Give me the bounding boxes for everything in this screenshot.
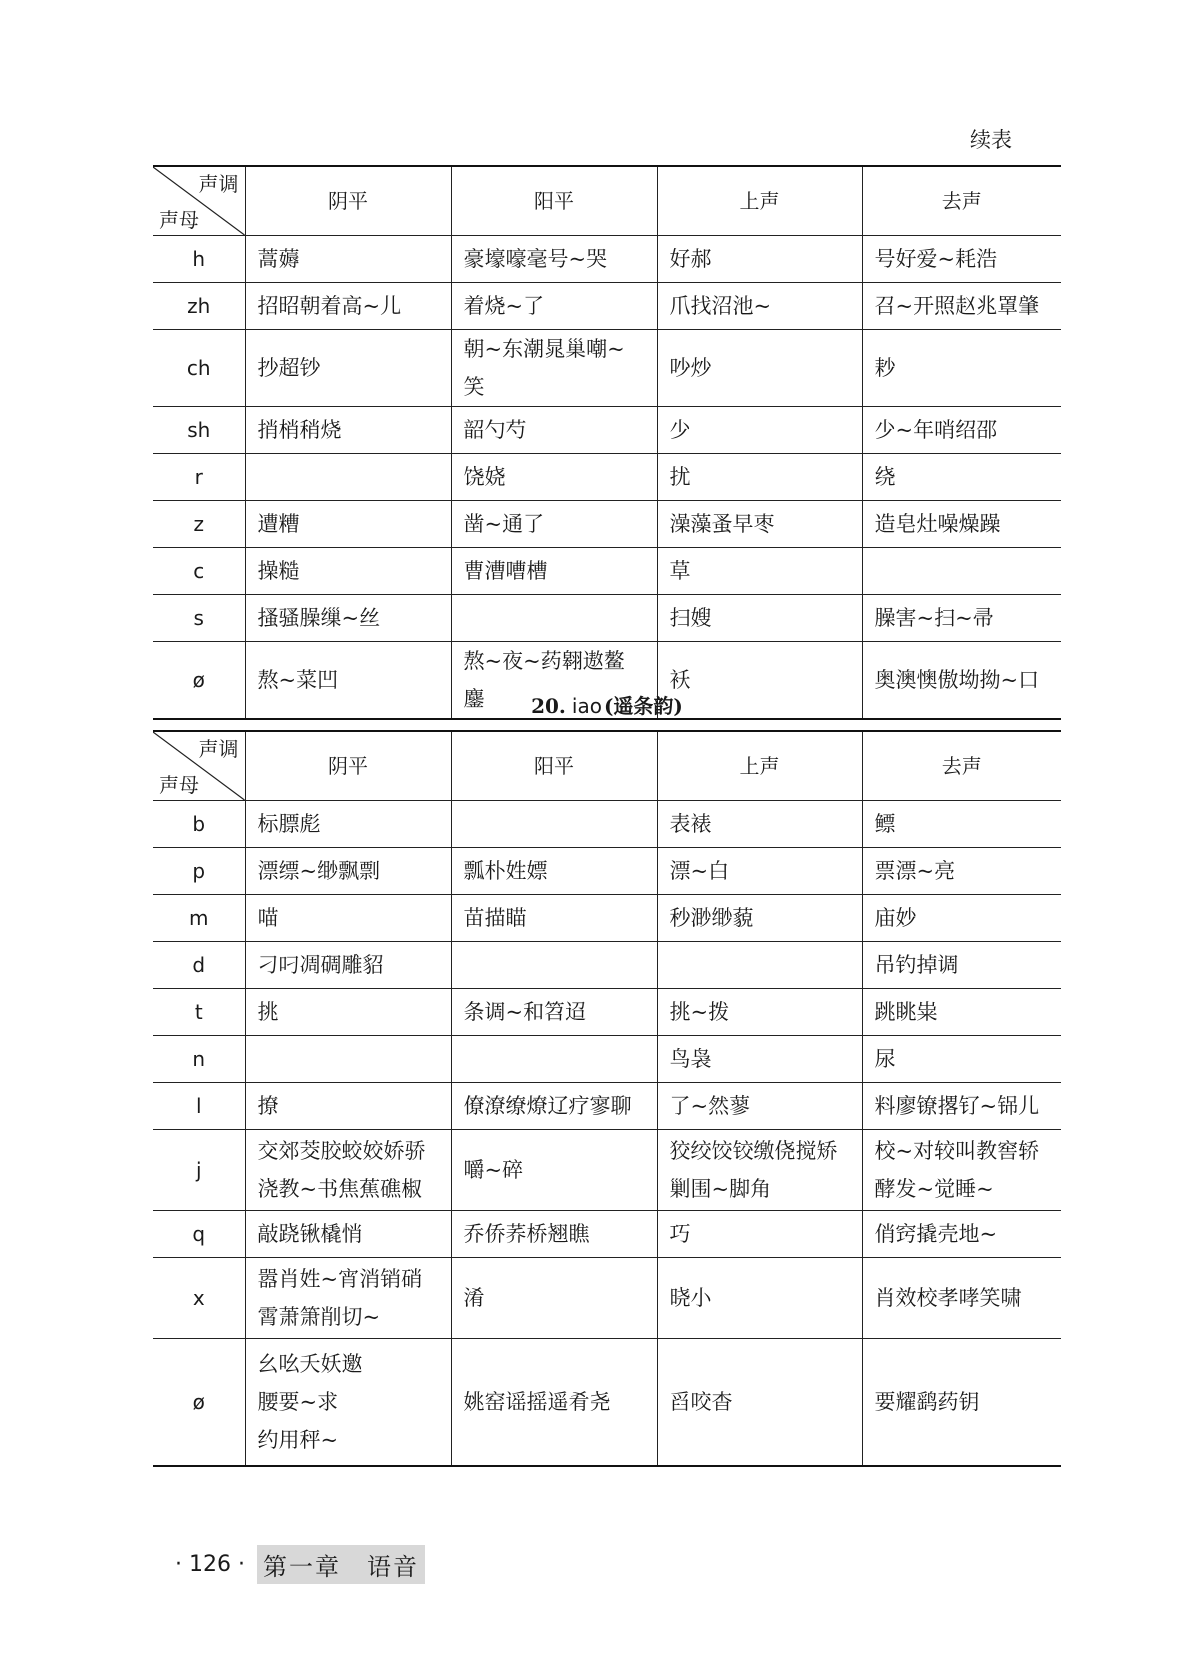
char-line: 了~然蓼 — [669, 1094, 751, 1118]
char-cell — [245, 330, 451, 407]
table-row — [153, 501, 1061, 548]
char-line: 吵炒 — [669, 356, 712, 380]
char-cell — [245, 801, 451, 848]
char-cell — [862, 895, 1061, 942]
char-cell — [245, 1258, 451, 1339]
table-header-row — [153, 731, 1061, 801]
char-line: 招昭朝着高~儿 — [257, 294, 402, 318]
initial-cell: l — [153, 1083, 245, 1130]
char-line: 秒渺缈藐 — [669, 906, 754, 930]
initial-cell: j — [153, 1130, 245, 1211]
corner-tone-label: 声调 — [198, 737, 239, 761]
char-cell — [657, 1083, 862, 1130]
char-cell — [245, 595, 451, 642]
tone-header: 阴平 — [245, 731, 451, 801]
char-line: 少~年哨绍邵 — [874, 418, 998, 442]
char-cell — [245, 283, 451, 330]
initial-cell: m — [153, 895, 245, 942]
initial-cell: h — [153, 236, 245, 283]
char-cell — [657, 848, 862, 895]
char-cell — [862, 1130, 1061, 1211]
initial-cell: t — [153, 989, 245, 1036]
char-cell — [862, 801, 1061, 848]
section-pinyin: iao — [571, 694, 602, 718]
char-line: 扰 — [669, 465, 691, 489]
table-row — [153, 1258, 1061, 1339]
char-line: 撩 — [257, 1094, 279, 1118]
char-line: 绕 — [874, 465, 896, 489]
char-line: 巧 — [669, 1222, 691, 1246]
char-cell — [451, 236, 657, 283]
char-line: 召~开照赵兆罩肇 — [874, 294, 1040, 318]
char-line: 搔骚臊缫~丝 — [257, 606, 381, 630]
char-cell — [657, 595, 862, 642]
char-line: 标膘彪 — [257, 812, 321, 836]
char-cell — [862, 1083, 1061, 1130]
char-cell — [451, 454, 657, 501]
char-cell — [245, 1339, 451, 1467]
tone-header: 上声 — [657, 166, 862, 236]
char-cell — [862, 1339, 1061, 1467]
page-number: · 126 · — [175, 1552, 245, 1577]
char-cell — [862, 283, 1061, 330]
initial-cell: zh — [153, 283, 245, 330]
char-line: 嚣肖姓~宵消销硝 — [257, 1267, 423, 1291]
char-cell — [657, 236, 862, 283]
char-line: 鳔 — [874, 812, 896, 836]
char-line: 俏窍撬壳地~ — [874, 1222, 998, 1246]
char-line: 漂缥~缈飘剽 — [257, 859, 381, 883]
char-cell — [862, 1258, 1061, 1339]
char-line: 姚窑谣摇遥肴尧 — [463, 1390, 611, 1414]
char-line: 浇教~书焦蕉礁椒 — [257, 1177, 423, 1201]
char-line: 少 — [669, 418, 691, 442]
char-line: 苗描瞄 — [463, 906, 527, 930]
char-line: 草 — [669, 559, 691, 583]
char-cell — [245, 1083, 451, 1130]
char-cell — [862, 989, 1061, 1036]
tone-header: 阳平 — [451, 731, 657, 801]
char-cell — [657, 501, 862, 548]
ao-rhyme-table — [153, 165, 1061, 720]
table-row — [153, 236, 1061, 283]
table-row — [153, 848, 1061, 895]
char-line: 熬~菜凹 — [257, 668, 339, 692]
char-line: 造皂灶噪燥躁 — [874, 512, 1001, 536]
char-line: 澡藻蚤早枣 — [669, 512, 775, 536]
char-line: 表裱 — [669, 812, 712, 836]
char-cell — [245, 1036, 451, 1083]
char-cell — [657, 454, 862, 501]
char-cell — [451, 942, 657, 989]
char-cell — [862, 454, 1061, 501]
char-line: 敲跷锹橇悄 — [257, 1222, 363, 1246]
tone-header: 阴平 — [245, 166, 451, 236]
initial-cell: b — [153, 801, 245, 848]
table-row — [153, 895, 1061, 942]
char-cell — [657, 283, 862, 330]
corner-initial-label: 声母 — [159, 208, 199, 232]
table-row — [153, 283, 1061, 330]
char-cell — [657, 1211, 862, 1258]
table-row — [153, 1083, 1061, 1130]
char-line: 曹漕嘈槽 — [463, 559, 548, 583]
char-cell — [862, 330, 1061, 407]
char-line: 臊害~扫~帚 — [874, 606, 994, 630]
char-line: 瓢朴姓嫖 — [463, 859, 548, 883]
char-line: 豪壕嚎毫号~哭 — [463, 247, 608, 271]
table-row — [153, 1130, 1061, 1211]
char-cell — [862, 595, 1061, 642]
char-cell — [245, 548, 451, 595]
char-cell — [451, 801, 657, 848]
char-line: 遭糟 — [257, 512, 300, 536]
initial-cell: ø — [153, 642, 245, 720]
table-row — [153, 548, 1061, 595]
table-row — [153, 407, 1061, 454]
char-line: 晓小 — [669, 1286, 712, 1310]
corner-tone-label: 声调 — [198, 172, 239, 196]
initial-cell: ch — [153, 330, 245, 407]
char-line: 朝~东潮晁巢嘲~笑 — [463, 337, 625, 399]
char-line: 狡绞饺铰缴侥搅矫 — [669, 1139, 838, 1163]
initial-cell: ø — [153, 1339, 245, 1467]
initial-cell: s — [153, 595, 245, 642]
char-line: 淆 — [463, 1286, 485, 1310]
char-cell — [245, 454, 451, 501]
section-title — [153, 690, 1061, 719]
char-cell — [451, 283, 657, 330]
header-corner-cell — [153, 731, 245, 801]
tone-header: 上声 — [657, 731, 862, 801]
char-cell — [245, 236, 451, 283]
char-line: 肖效校孝哮笑啸 — [874, 1286, 1022, 1310]
char-cell — [862, 848, 1061, 895]
char-cell — [451, 595, 657, 642]
table-row — [153, 942, 1061, 989]
char-line: 吊钓掉调 — [874, 953, 959, 977]
char-cell — [657, 1339, 862, 1467]
initial-cell: n — [153, 1036, 245, 1083]
table-row — [153, 330, 1061, 407]
char-line: 腰要~求 — [257, 1390, 339, 1414]
char-line: 僚潦缭燎辽疗寥聊 — [463, 1094, 632, 1118]
tone-header: 去声 — [862, 731, 1061, 801]
chapter-label: 第一章 语音 — [257, 1545, 425, 1584]
char-cell — [451, 501, 657, 548]
char-line: 好郝 — [669, 247, 712, 271]
char-line: 剿围~脚角 — [669, 1177, 772, 1201]
page-footer — [175, 1545, 425, 1584]
char-cell — [657, 1130, 862, 1211]
char-cell — [245, 1130, 451, 1211]
section-name: (遥条韵) — [603, 694, 683, 718]
char-cell — [657, 330, 862, 407]
char-line: 耖 — [874, 356, 896, 380]
char-line: 操糙 — [257, 559, 300, 583]
char-cell — [862, 236, 1061, 283]
char-cell — [862, 1036, 1061, 1083]
char-line: 鸟袅 — [669, 1047, 712, 1071]
char-line: 霄萧箫削切~ — [257, 1305, 381, 1329]
char-line: 奥澳懊傲坳拗~口 — [874, 668, 1040, 692]
table-row — [153, 1036, 1061, 1083]
char-cell — [657, 989, 862, 1036]
table-row — [153, 1339, 1061, 1467]
initial-cell: d — [153, 942, 245, 989]
char-line: 要耀鹞药钥 — [874, 1390, 980, 1414]
char-cell — [451, 989, 657, 1036]
char-line: 庙妙 — [874, 906, 917, 930]
char-cell — [451, 548, 657, 595]
table-row — [153, 1211, 1061, 1258]
char-line: 捎梢稍烧 — [257, 418, 342, 442]
initial-cell: z — [153, 501, 245, 548]
char-line: 漂~白 — [669, 859, 730, 883]
char-cell — [451, 330, 657, 407]
table-row — [153, 595, 1061, 642]
char-cell — [451, 1258, 657, 1339]
tone-header: 阳平 — [451, 166, 657, 236]
char-line: 乔侨荞桥翘瞧 — [463, 1222, 590, 1246]
char-line: 料廖镣撂钌~铞儿 — [874, 1094, 1040, 1118]
char-line: 挑 — [257, 1000, 279, 1024]
char-cell — [451, 1036, 657, 1083]
char-line: 票漂~亮 — [874, 859, 956, 883]
tone-header: 去声 — [862, 166, 1061, 236]
char-cell — [245, 942, 451, 989]
char-cell — [451, 1083, 657, 1130]
char-line: 韶勺芍 — [463, 418, 527, 442]
char-line: 跳眺粜 — [874, 1000, 938, 1024]
corner-initial-label: 声母 — [159, 773, 199, 797]
char-cell — [245, 989, 451, 1036]
char-cell — [245, 848, 451, 895]
iao-rhyme-table — [153, 730, 1061, 1467]
char-cell — [862, 942, 1061, 989]
char-cell — [862, 407, 1061, 454]
char-cell — [862, 501, 1061, 548]
char-line: 挑~拨 — [669, 1000, 730, 1024]
initial-cell: p — [153, 848, 245, 895]
table-row — [153, 454, 1061, 501]
char-cell — [451, 848, 657, 895]
char-line: 饶娆 — [463, 465, 506, 489]
initial-cell: x — [153, 1258, 245, 1339]
char-cell — [245, 1211, 451, 1258]
char-cell — [451, 895, 657, 942]
initial-cell: q — [153, 1211, 245, 1258]
char-cell — [657, 801, 862, 848]
char-cell — [245, 407, 451, 454]
char-line: 蒿薅 — [257, 247, 300, 271]
char-line: 交郊茭胶蛟姣娇骄 — [257, 1139, 426, 1163]
char-cell — [245, 895, 451, 942]
initial-cell: r — [153, 454, 245, 501]
char-line: 爪找沼池~ — [669, 294, 772, 318]
char-line: 尿 — [874, 1047, 896, 1071]
char-cell — [657, 1258, 862, 1339]
char-cell — [451, 1130, 657, 1211]
table-row — [153, 989, 1061, 1036]
char-line: 约用秤~ — [257, 1428, 339, 1452]
char-cell — [657, 548, 862, 595]
char-line: 号好爱~耗浩 — [874, 247, 998, 271]
char-cell — [657, 407, 862, 454]
char-line: 幺吆夭妖邀 — [257, 1352, 363, 1376]
char-line: 喵 — [257, 906, 279, 930]
char-cell — [245, 501, 451, 548]
char-line: 扫嫂 — [669, 606, 712, 630]
char-cell — [451, 407, 657, 454]
char-line: 酵发~觉睡~ — [874, 1177, 994, 1201]
char-line: 熬~夜~药翱遨鳌鏖 — [463, 649, 625, 711]
char-line: 着烧~了 — [463, 294, 545, 318]
char-line: 条调~和笤迢 — [463, 1000, 587, 1024]
table-row — [153, 801, 1061, 848]
char-cell — [451, 1339, 657, 1467]
char-line: 凿~通了 — [463, 512, 545, 536]
char-cell — [657, 1036, 862, 1083]
char-line: 校~对较叫教窖轿 — [874, 1139, 1040, 1163]
char-line: 抄超钞 — [257, 356, 321, 380]
char-cell — [657, 942, 862, 989]
table-header-row — [153, 166, 1061, 236]
char-cell — [862, 1211, 1061, 1258]
char-cell — [862, 548, 1061, 595]
continued-label: 续表 — [970, 128, 1012, 152]
initial-cell: c — [153, 548, 245, 595]
char-cell — [451, 1211, 657, 1258]
char-cell — [657, 895, 862, 942]
initial-cell: sh — [153, 407, 245, 454]
section-number: 20. — [531, 694, 566, 718]
header-corner-cell — [153, 166, 245, 236]
char-line: 舀咬杳 — [669, 1390, 733, 1414]
char-line: 袄 — [669, 668, 691, 692]
char-line: 刁叼凋碉雕貂 — [257, 953, 384, 977]
char-line: 嚼~碎 — [463, 1158, 524, 1182]
